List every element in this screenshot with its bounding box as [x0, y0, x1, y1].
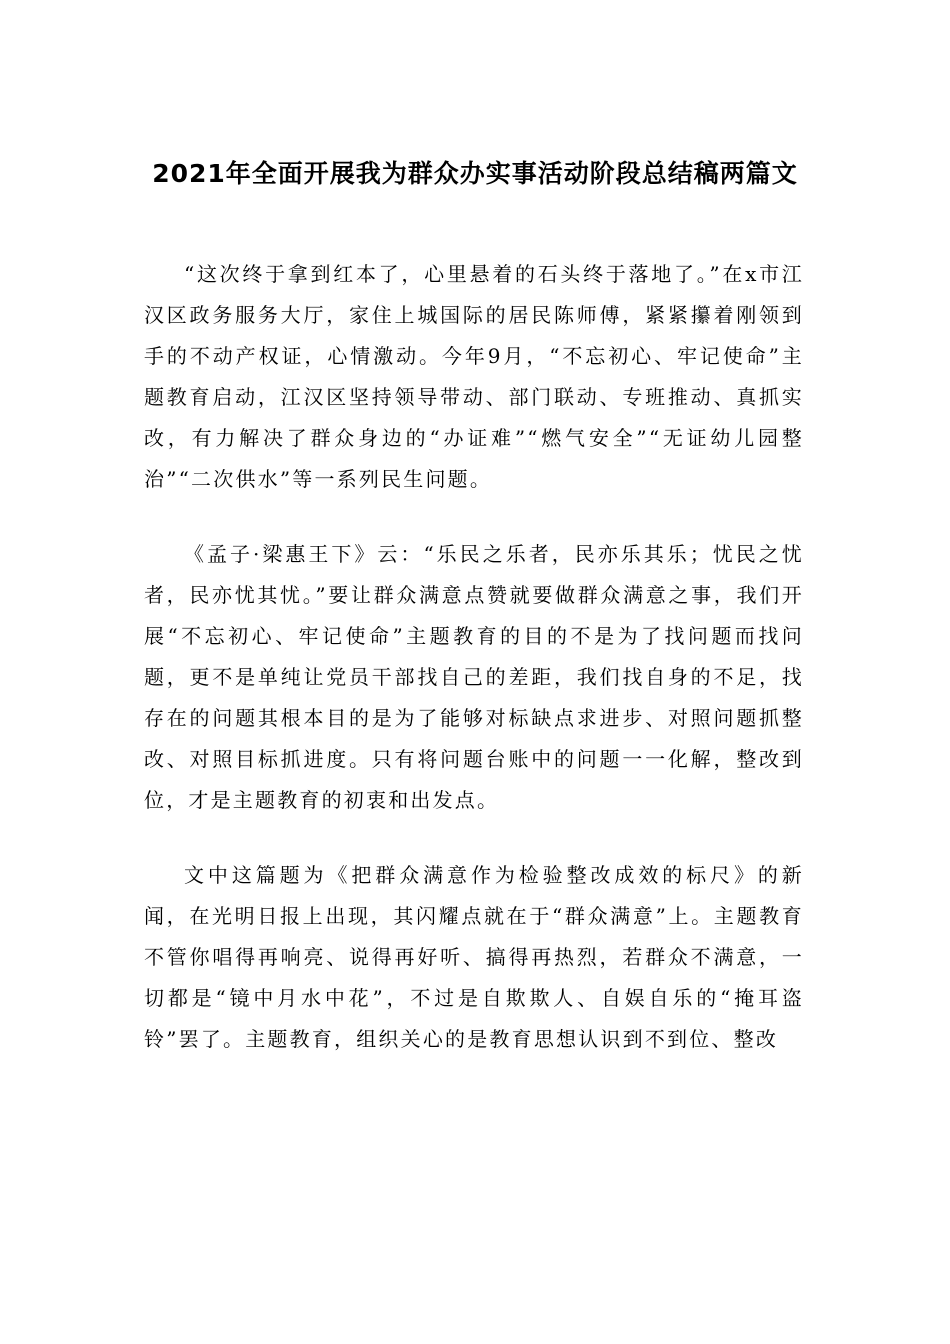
- paragraph-2: 《孟子·梁惠王下》云：“乐民之乐者，民亦乐其乐；忧民之忧者，民亦忧其忧。”要让群众满意点赞就要做群众满意之事，我们开展“不忘初心、牢记使命”主题教育的目的不是为了找问题而找问题，更不是单纯让党员干部找自己的差距，我们找自身的不足，找存在的问题其根本目的是为了能够对标缺点求进步、对照问题抓整改、对照目标抓进度。只有将问题台账中的问题一一化解，整改到位，才是主题教育的初衷和出发点。: [144, 542, 804, 812]
- paragraph-3: 文中这篇题为《把群众满意作为检验整改成效的标尺》的新闻，在光明日报上出现，其闪耀点就在于“群众满意”上。主题教育不管你唱得再响亮、说得再好听、搞得再热烈，若群众不满意，一切都是“镜中月水中花”，不过是自欺欺人、自娱自乐的“掩耳盗铃”罢了。主题教育，组织关心的是教育思想认识到不到位、整改: [144, 863, 804, 1051]
- document-body: [144, 254, 804, 1094]
- document-title: 2021年全面开展我为群众办实事活动阶段总结稿两篇文: [152, 159, 798, 188]
- paragraph-1: “这次终于拿到红本了，心里悬着的石头终于落地了。”在x市江汉区政务服务大厅，家住上城国际的居民陈师傅，紧紧攥着刚领到手的不动产权证，心情激动。今年9月，“不忘初心、牢记使命”主题教育启动，江汉区坚持领导带动、部门联动、专班推动、真抓实改，有力解决了群众身边的“办证难”“燃气安全”“无证幼儿园整治”“二次供水”等一系列民生问题。: [144, 262, 804, 491]
